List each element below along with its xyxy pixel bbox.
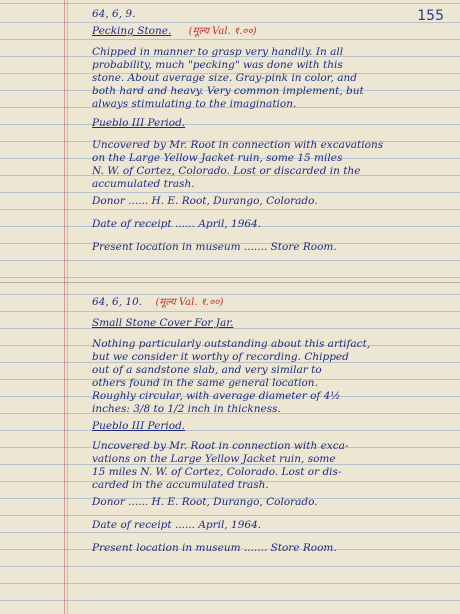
catalog-number-text: 64, 6, 10. — [92, 296, 143, 308]
uncovered-line: accumulated trash. — [92, 178, 195, 190]
receipt-line: Date of receipt ...... April, 1964. — [92, 218, 262, 230]
valuation: (मूल्य Val. १.००) — [188, 26, 257, 37]
period-label: Pueblo III Period. — [92, 420, 186, 432]
location-line: Present location in museum ....... Store Room. — [92, 241, 337, 253]
donor-line: Donor ...... H. E. Root, Durango, Colorado. — [92, 496, 318, 508]
description-line: out of a sandstone slab, and very similar to — [92, 364, 322, 376]
catalog-number: 64, 6, 9. — [92, 8, 136, 20]
description-line: Chipped in manner to grasp very handily. In all — [92, 46, 344, 58]
entry-separator — [0, 282, 460, 283]
description-line: probability, much "pecking" was done with this — [92, 59, 343, 71]
description-line: always stimulating to the imagination. — [92, 98, 297, 110]
entry-title: Small Stone Cover For Jar. — [92, 317, 234, 329]
uncovered-line: Uncovered by Mr. Root in connection with exca- — [92, 440, 349, 452]
uncovered-line: carded in the accumulated trash. — [92, 479, 269, 491]
description-line: others found in the same general location. — [92, 377, 318, 389]
entry-title: Pecking Stone. — [92, 25, 172, 37]
description-line: Roughly circular, with average diameter of 4½ — [92, 390, 341, 402]
description-line: but we consider it worthy of recording. Chipped — [92, 351, 349, 363]
receipt-line: Date of receipt ...... April, 1964. — [92, 519, 262, 531]
description-line: inches: 3/8 to 1/2 inch in thickness. — [92, 403, 281, 415]
valuation: (मूल्य Val. १.००) — [155, 297, 224, 308]
uncovered-line: on the Large Yellow Jacket ruin, some 15 miles — [92, 152, 343, 164]
uncovered-line: 15 miles N. W. of Cortez, Colorado. Lost or dis- — [92, 466, 342, 478]
entry-title-row — [92, 25, 446, 38]
page-number: 155 — [417, 8, 444, 24]
donor-line: Donor ...... H. E. Root, Durango, Colorado. — [92, 195, 318, 207]
uncovered-line: N. W. of Cortez, Colorado. Lost or discarded in the — [92, 165, 361, 177]
description-line: Nothing particularly outstanding about this artifact, — [92, 338, 371, 350]
uncovered-line: Uncovered by Mr. Root in connection with excavations — [92, 139, 384, 151]
margin-line-secondary — [67, 0, 68, 614]
catalog-number — [92, 296, 446, 309]
period-label: Pueblo III Period. — [92, 117, 186, 129]
description-line: both hard and heavy. Very common implement, but — [92, 85, 364, 97]
location-line: Present location in museum ....... Store Room. — [92, 542, 337, 554]
margin-line — [64, 0, 65, 614]
uncovered-line: vations on the Large Yellow Jacket ruin, some — [92, 453, 336, 465]
description-line: stone. About average size. Gray-pink in color, and — [92, 72, 357, 84]
